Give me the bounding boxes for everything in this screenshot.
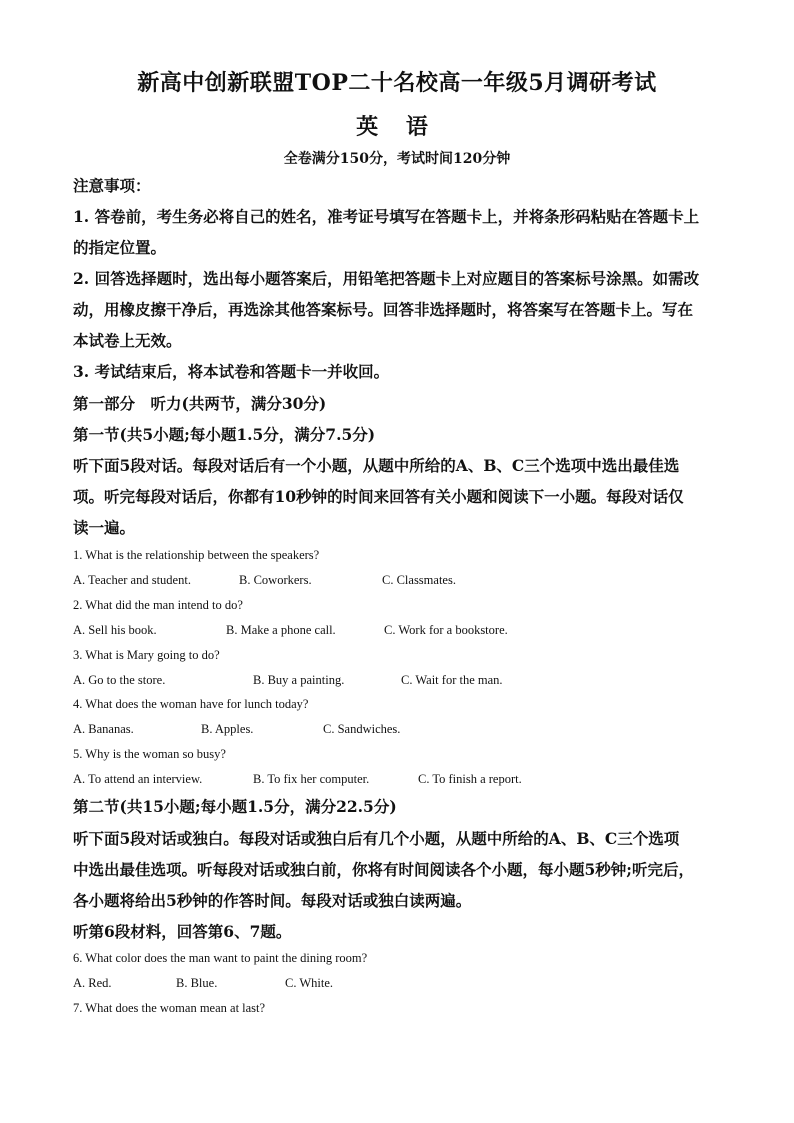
option-b: B. Coworkers.	[239, 573, 312, 587]
section1-heading: 第一节(共5小题;每小题1.5分，满分7.5分)	[73, 425, 376, 444]
part1-heading: 第一部分 听力(共两节，满分30分)	[73, 394, 327, 413]
question-6: 6. What color does the man want to paint the dining room?	[73, 951, 368, 965]
option-c: C. Sandwiches.	[323, 722, 401, 736]
option-b: B. To fix her computer.	[253, 772, 370, 786]
exam-meta: 全卷满分150分，考试时间120分钟	[283, 151, 511, 167]
notice-line: 本试卷上无效。	[73, 331, 182, 350]
option-c: C. To finish a report.	[418, 772, 522, 786]
question-5: 5. Why is the woman so busy?	[73, 747, 226, 761]
section1-instruction: 项。听完每段对话后，你都有10秒钟的时间来回答有关小题和阅读下一小题。每段对话仅	[73, 487, 684, 506]
notice-line: 2. 回答选择题时，选出每小题答案后，用铅笔把答题卡上对应题目的答案标号涂黑。如需改	[73, 269, 700, 288]
section1-instruction: 听下面5段对话。每段对话后有一个小题，从题中所给的A、B、C三个选项中选出最佳选	[73, 456, 680, 475]
notice-line: 的指定位置。	[73, 238, 167, 257]
option-b: B. Buy a painting.	[253, 673, 345, 687]
option-a: A. Sell his book.	[73, 623, 157, 637]
question-2: 2. What did the man intend to do?	[73, 598, 243, 612]
notice-line: 1. 答卷前，考生务必将自己的姓名，准考证号填写在答题卡上，并将条形码粘贴在答题卡上	[73, 207, 700, 226]
option-c: C. White.	[285, 976, 334, 990]
exam-subject: 英 语	[356, 114, 438, 140]
option-a: A. Bananas.	[73, 722, 134, 736]
option-b: B. Blue.	[176, 976, 218, 990]
question-4: 4. What does the woman have for lunch today?	[73, 697, 309, 711]
notice-line: 3. 考试结束后，将本试卷和答题卡一并收回。	[73, 362, 390, 381]
question-7: 7. What does the woman mean at last?	[73, 1001, 266, 1015]
option-a: A. Red.	[73, 976, 112, 990]
notice-heading: 注意事项：	[73, 176, 151, 195]
option-b: B. Apples.	[201, 722, 254, 736]
section2-instruction: 各小题将给出5秒钟的作答时间。每段对话或独白读两遍。	[73, 891, 472, 910]
notice-line: 动，用橡皮擦干净后，再选涂其他答案标号。回答非选择题时，将答案写在答题卡上。写在	[73, 300, 694, 319]
question-1: 1. What is the relationship between the speakers?	[73, 548, 320, 562]
option-c: C. Work for a bookstore.	[384, 623, 508, 637]
section2-heading: 第二节(共15小题;每小题1.5分，满分22.5分)	[73, 797, 397, 816]
question-3: 3. What is Mary going to do?	[73, 648, 220, 662]
option-b: B. Make a phone call.	[226, 623, 336, 637]
material-6-heading: 听第6段材料，回答第6、7题。	[73, 922, 292, 941]
option-a: A. Teacher and student.	[73, 573, 191, 587]
option-a: A. Go to the store.	[73, 673, 166, 687]
section2-instruction: 中选出最佳选项。听每段对话或独白前，你将有时间阅读各个小题，每小题5秒钟;听完后，	[73, 860, 695, 879]
section2-instruction: 听下面5段对话或独白。每段对话或独白后有几个小题，从题中所给的A、B、C三个选项	[73, 829, 680, 848]
option-c: C. Wait for the man.	[401, 673, 503, 687]
exam-title: 新高中创新联盟TOP二十名校高一年级5月调研考试	[137, 70, 657, 96]
option-c: C. Classmates.	[382, 573, 456, 587]
section1-instruction: 读一遍。	[73, 518, 136, 537]
option-a: A. To attend an interview.	[73, 772, 203, 786]
